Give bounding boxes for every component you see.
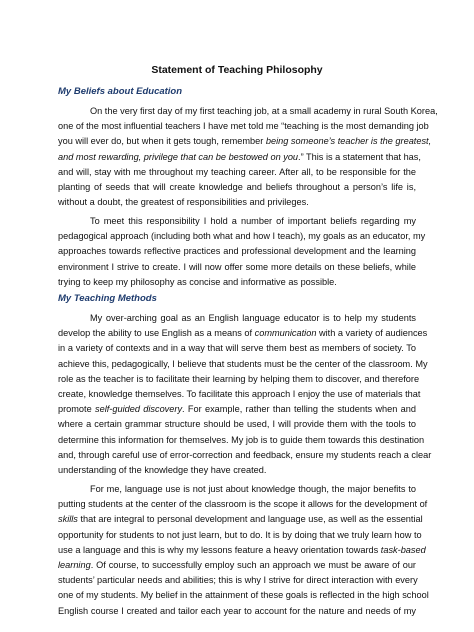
- text-segment: To meet this responsibility I hold a number of important beliefs regarding my: [90, 216, 416, 226]
- text-line: [58, 604, 416, 619]
- italic-text: and most rewarding, privilege that can be bestowed on you: [58, 151, 299, 162]
- text-line: [58, 134, 432, 149]
- text-segment: understanding of the knowledge they have created.: [58, 465, 267, 476]
- text-segment: opportunity for students to not just learn, but to do. It is by doing that we truly learn how to: [58, 529, 422, 540]
- text-segment: trying to keep my philosophy as concise and informative as possible.: [58, 276, 337, 287]
- text-line: [58, 119, 429, 134]
- text-line: [58, 372, 420, 387]
- text-line: [58, 482, 416, 497]
- text-line: [58, 341, 416, 356]
- italic-text: skills: [58, 514, 78, 525]
- text-segment: and will, stay with me throughout my teaching career. After all, to be responsible for the: [58, 166, 416, 177]
- text-line: [58, 573, 416, 588]
- text-segment: with a variety of audiences: [316, 328, 428, 339]
- text-segment: putting students at the center of the classroom is the scope it allows for the development of: [58, 499, 428, 510]
- text-line: [58, 417, 416, 432]
- paragraph: [58, 214, 426, 290]
- italic-text: being someone’s teacher is the greatest,: [265, 136, 432, 147]
- text-line: [58, 448, 432, 463]
- text-segment: develop the ability to use English as a means of: [58, 328, 255, 339]
- text-line: [58, 311, 416, 326]
- text-segment: For me, language use is not just about knowledge though, the major benefits to: [90, 484, 416, 494]
- text-line: [58, 214, 416, 229]
- text-segment: promote: [58, 404, 95, 415]
- paragraph: [58, 482, 429, 619]
- text-segment: approaches towards reflective practices and professional development and the learning: [58, 246, 416, 257]
- text-line: [58, 558, 416, 573]
- text-line: [58, 275, 416, 290]
- text-segment: use a language and this is why my lessons feature a heavy orientation towards: [58, 544, 381, 555]
- text-line: [58, 195, 416, 210]
- text-line: [58, 528, 422, 543]
- text-line: [58, 326, 428, 341]
- text-line: [58, 229, 426, 244]
- italic-text: learning: [58, 560, 91, 571]
- document-title: Statement of Teaching Philosophy: [151, 64, 323, 76]
- text-segment: determine this information for themselves. My job is to guide them towards this destination: [58, 434, 425, 445]
- text-line: [58, 357, 428, 372]
- text-line: [58, 165, 416, 180]
- text-segment: On the very first day of my first teaching job, at a small academy in rural South Korea,: [90, 106, 438, 116]
- text-segment: pedagogical approach (including both what and how I teach), my goals as an educator, my: [58, 231, 426, 242]
- italic-text: self-guided discovery: [95, 404, 183, 415]
- text-segment: My over-arching goal as an English language educator is to help my students: [90, 313, 416, 323]
- text-segment: without a doubt, the greatest of responsibilities and privileges.: [58, 197, 309, 208]
- text-line: [58, 260, 416, 275]
- text-segment: . Of course, to successfully employ such an approach we must be aware of our: [90, 560, 416, 571]
- text-segment: and, through careful use of error-correction and feedback, ensure my students reach a clear: [58, 449, 432, 460]
- text-segment: where a certain grammar structure should be used, I will provide them with the tools to: [58, 419, 416, 430]
- text-segment: in a variety of contexts and in a way that will serve them best as members of society. To: [58, 343, 416, 354]
- text-line: [58, 244, 416, 259]
- section-heading-beliefs: My Beliefs about Education: [58, 86, 183, 97]
- text-line: [58, 588, 429, 603]
- text-line: [58, 433, 425, 448]
- paragraph: [58, 311, 432, 478]
- text-segment: that are integral to personal development and language use, as well as the essential: [77, 514, 423, 525]
- italic-text: communication: [254, 328, 317, 339]
- text-segment: .” This is a statement that has,: [298, 151, 421, 162]
- text-segment: environment I strive to create. I will now offer some more details on these beliefs, while: [58, 261, 416, 272]
- text-segment: you will ever do, but when it gets tough, remember: [58, 136, 266, 147]
- section-heading-methods: My Teaching Methods: [58, 293, 157, 304]
- text-segment: planting of seeds that will create knowledge and beliefs throughout a person’s life is,: [58, 182, 416, 193]
- text-segment: create, knowledge themselves. To facilitate this approach I enjoy the use of materials that: [58, 389, 421, 400]
- paragraph: [58, 104, 438, 210]
- text-segment: role as the teacher is to facilitate their learning by helping them to discover, and therefore: [58, 373, 420, 384]
- text-segment: one of my students. My belief in the attainment of these goals is reflected in the high school: [58, 590, 429, 601]
- text-line: [58, 402, 416, 417]
- text-line: [58, 180, 416, 195]
- text-segment: . For example, rather than telling the students when and: [182, 404, 416, 415]
- text-line: [58, 463, 416, 478]
- text-segment: students’ particular needs and abilities; this is why I strive for direct interaction with every: [58, 575, 418, 586]
- text-segment: one of the most influential teachers I have met told me “teaching is the most demanding job: [58, 121, 429, 132]
- text-line: [58, 387, 421, 402]
- italic-text: task-based: [380, 544, 426, 555]
- text-line: [58, 497, 428, 512]
- text-segment: English course I created and tailor each year to account for the nature and needs of my: [58, 605, 416, 616]
- text-line: [58, 150, 421, 165]
- text-line: [58, 512, 423, 527]
- text-line: [58, 104, 438, 119]
- text-segment: achieve this, pedagogically, I believe that students must be the center of the classroom. My: [58, 358, 428, 369]
- text-line: [58, 543, 426, 558]
